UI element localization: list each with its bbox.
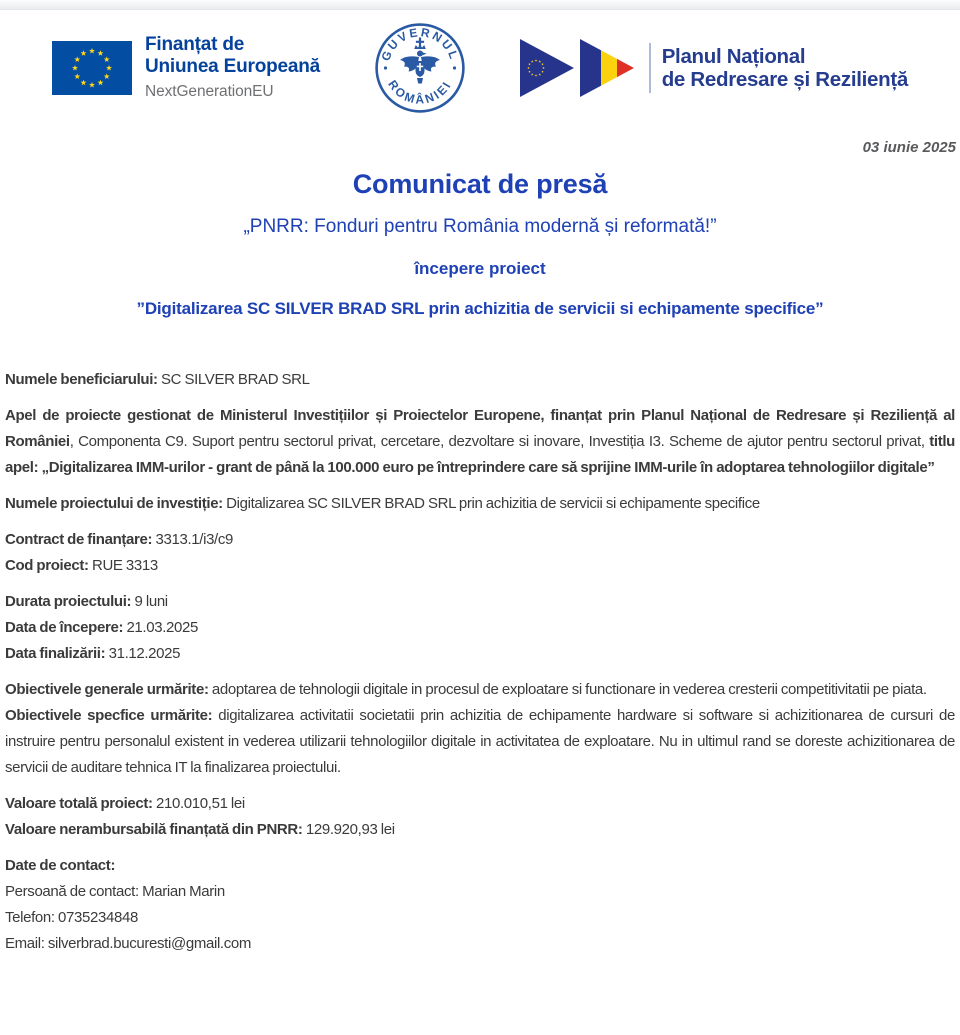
pnrr-title-line2: de Redresare și Reziliență — [661, 67, 908, 91]
end-date-value: 31.12.2025 — [108, 645, 181, 662]
project-name-line — [5, 491, 955, 517]
project-name-value: Digitalizarea SC SILVER BRAD SRL prin achizitia de servicii si echipamente specifice — [226, 495, 760, 512]
contact-email-line: Email: silverbrad.bucuresti@gmail.com — [5, 935, 252, 952]
contract-label: Contract de finanțare: — [5, 531, 153, 548]
specific-objectives-paragraph — [5, 703, 955, 781]
pnrr-arrows-icon — [520, 39, 638, 97]
contract-line — [5, 527, 955, 553]
project-code-label: Cod proiect: — [5, 557, 89, 574]
call-regular-text: , Componenta C9. Suport pentru sectorul privat, cercetare, dezvoltare si inovare, Investiția I3. Scheme de ajutor pentru sectorul privat, — [69, 433, 925, 450]
duration-value: 9 luni — [134, 593, 168, 610]
total-value-value: 210.010,51 lei — [156, 795, 245, 812]
project-start-heading: începere proiect — [414, 259, 546, 278]
general-objectives-paragraph — [5, 677, 955, 703]
beneficiary-line — [5, 367, 955, 393]
total-value-line — [5, 791, 955, 817]
pnrr-title-line1: Planul Național — [661, 44, 806, 68]
call-paragraph — [5, 403, 955, 481]
start-date-value: 21.03.2025 — [126, 619, 199, 636]
gov-romania-seal-icon — [375, 23, 465, 113]
press-release-subtitle: „PNRR: Fonduri pentru România modernă și reformată!” — [243, 216, 717, 237]
call-bold-intro: Apel de proiecte gestionat de Ministerul Investițiilor și Proiectelor Europene, finanțat prin Planul Național de Redresare și Reziliență al României — [5, 407, 955, 450]
document-body — [0, 367, 960, 957]
eu-flag-icon — [52, 41, 132, 95]
eu-nextgeneration-label: NextGenerationEU — [145, 83, 274, 100]
duration-line — [5, 589, 955, 615]
beneficiary-label: Numele beneficiarului: — [5, 371, 158, 388]
eu-funded-line2: Uniunea Europeană — [145, 56, 321, 77]
funders-logo-strip — [0, 10, 960, 112]
contact-person-line: Persoană de contact: Marian Marin — [5, 883, 225, 900]
pnrr-logo-divider — [649, 43, 651, 93]
specific-objectives-value: digitalizarea activitatii societatii prin achizitia de echipamente hardware si software si achizitionarea de cursuri de instruire pentru personalul existent in vederea utilizarii tehnologiilor digitale in activitatea de exploatare. Nu in ultimul rand se doreste achizitionarea de servicii de auditare tehnica IT la finalizarea proiectului. — [5, 707, 955, 776]
start-date-label: Data de începere: — [5, 619, 124, 636]
beneficiary-value: SC SILVER BRAD SRL — [161, 371, 310, 388]
total-value-label: Valoare totală proiect: — [5, 795, 153, 812]
grant-value-value: 129.920,93 lei — [305, 821, 395, 838]
eu-funding-logo — [52, 34, 320, 101]
end-date-label: Data finalizării: — [5, 645, 106, 662]
call-bold-title: titlu apel: „Digitalizarea IMM-urilor - grant de până la 100.000 euro pe întreprindere care să sprijine IMM-urile în adoptarea tehnologiilor digitale” — [5, 433, 955, 476]
general-objectives-label: Obiectivele generale urmărite: — [5, 681, 209, 698]
contract-value: 3313.1/i3/c9 — [155, 531, 234, 548]
gov-seal-bottom-text: ROMÂNIEI — [385, 76, 455, 107]
start-date-line — [5, 615, 955, 641]
project-title-heading: ”Digitalizarea SC SILVER BRAD SRL prin achizitia de servicii si echipamente specifice” — [136, 299, 824, 318]
pnrr-logo — [520, 39, 908, 97]
grant-value-label: Valoare nerambursabilă finanțată din PNRR: — [5, 821, 303, 838]
duration-label: Durata proiectului: — [5, 593, 132, 610]
project-name-label: Numele proiectului de investiție: — [5, 495, 223, 512]
project-code-value: RUE 3313 — [91, 557, 158, 574]
specific-objectives-label: Obiectivele specfice urmărite: — [5, 707, 213, 724]
grant-value-line — [5, 817, 955, 843]
end-date-line — [5, 641, 955, 667]
project-code-line — [5, 553, 955, 579]
document-date: 03 iunie 2025 — [862, 139, 956, 156]
press-release-title: Comunicat de presă — [352, 169, 608, 199]
gov-seal-top-text: GUVERNUL — [378, 24, 462, 63]
general-objectives-value: adoptarea de tehnologii digitale in procesul de exploatare si functionare in vederea cresterii competitivitatii pe piata. — [211, 681, 927, 698]
contact-phone-line: Telefon: 0735234848 — [5, 909, 138, 926]
eu-funded-line1: Finanțat de — [145, 34, 245, 55]
contact-heading: Date de contact: — [5, 857, 116, 874]
page-top-shadow — [0, 0, 960, 10]
